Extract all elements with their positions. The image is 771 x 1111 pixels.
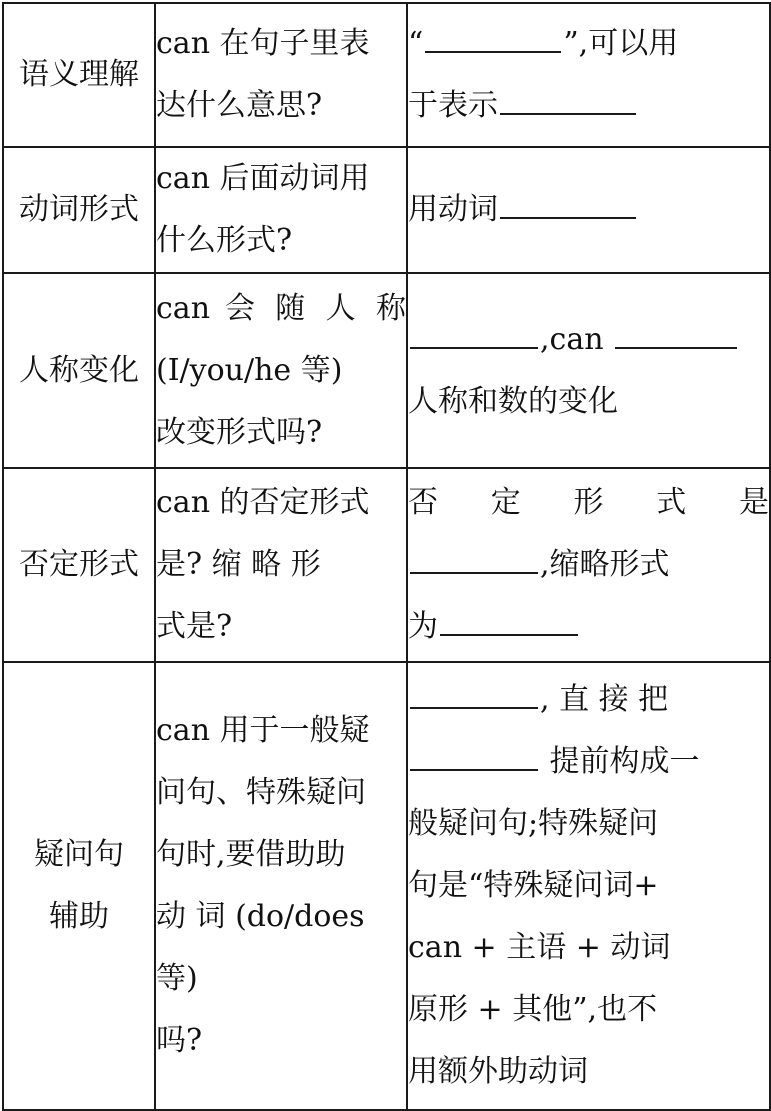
answer-line — [408, 731, 769, 793]
grammar-sheet — [2, 2, 769, 1104]
answer-text: 为 — [408, 609, 438, 644]
answer-text: can + 主语 + 动词 — [408, 930, 671, 965]
fill-in-blank[interactable] — [410, 737, 538, 771]
answer-text: ”,可以用 — [563, 26, 679, 61]
fill-in-blank[interactable] — [500, 81, 636, 115]
table-row — [3, 468, 770, 662]
aspect-label: 辅助 — [49, 899, 109, 934]
aspect-label: 疑问句 — [34, 837, 124, 872]
answer-line — [408, 309, 769, 371]
answer-text: 般疑问句;特殊疑问 — [408, 806, 659, 841]
answer-text: 人称和数的变化 — [408, 383, 618, 419]
aspect-label: 语义理解 — [19, 57, 139, 92]
question-text: can 用于一般疑 — [156, 713, 370, 748]
aspect-label: 否定形式 — [19, 547, 139, 582]
question-text: 问句、特殊疑问 — [156, 775, 366, 810]
fill-in-blank[interactable] — [615, 315, 737, 349]
question-text: 等) — [156, 961, 198, 996]
answer-text: 否 定 形 式 是 — [408, 485, 769, 520]
question-text: 什么形式? — [156, 223, 293, 258]
answer-text: 原形 + 其他”,也不 — [408, 992, 658, 1027]
answer-text: 用额外助动词 — [408, 1054, 588, 1089]
table-row — [3, 3, 770, 147]
question-cell — [155, 3, 407, 147]
answer-cell — [407, 147, 770, 273]
answer-line — [408, 596, 769, 658]
answer-cell — [407, 468, 770, 662]
question-cell — [155, 662, 407, 1110]
question-text: can 的否定形式 — [156, 485, 370, 520]
question-text: 式是? — [156, 609, 233, 644]
fill-in-blank[interactable] — [410, 675, 538, 709]
table-row — [3, 662, 770, 1110]
question-text: 吗? — [156, 1023, 203, 1058]
answer-cell — [407, 662, 770, 1110]
answer-cell — [407, 273, 770, 468]
answer-text: 于表示 — [408, 88, 498, 123]
answer-text: 句是“特殊疑问词+ — [408, 868, 659, 903]
fill-in-blank[interactable] — [410, 315, 538, 349]
aspect-label: 动词形式 — [19, 192, 139, 227]
aspect-cell — [3, 3, 155, 147]
question-text: can 会 随 人 称 — [156, 290, 406, 326]
question-text: 达什么意思? — [156, 88, 323, 123]
answer-text: ,缩略形式 — [540, 547, 670, 582]
fill-in-blank[interactable] — [425, 19, 561, 53]
table-row — [3, 273, 770, 468]
fill-in-blank[interactable] — [440, 602, 578, 636]
answer-text: “ — [408, 26, 424, 61]
question-text: 是? 缩 略 形 — [156, 547, 321, 582]
question-cell — [155, 147, 407, 273]
fill-in-blank[interactable] — [410, 540, 538, 574]
answer-text: , 直 接 把 — [540, 682, 669, 717]
question-text: can 在句子里表 — [156, 26, 370, 61]
can-grammar-table — [2, 2, 771, 1111]
answer-text: ,can — [540, 321, 604, 357]
aspect-cell — [3, 662, 155, 1110]
answer-cell — [407, 3, 770, 147]
aspect-label: 人称变化 — [19, 352, 139, 388]
question-cell — [155, 273, 407, 468]
answer-line — [408, 179, 769, 241]
answer-line — [408, 669, 769, 731]
aspect-cell — [3, 147, 155, 273]
aspect-cell — [3, 468, 155, 662]
fill-in-blank[interactable] — [500, 185, 636, 219]
question-text: can 后面动词用 — [156, 161, 370, 196]
answer-line — [408, 75, 769, 137]
aspect-cell — [3, 273, 155, 468]
question-text: 动 词 (do/does — [156, 899, 365, 934]
answer-line — [408, 534, 769, 596]
answer-text: 提前构成一 — [549, 744, 700, 779]
question-text: 改变形式吗? — [156, 414, 323, 450]
question-text: 句时,要借助助 — [156, 837, 346, 872]
question-cell — [155, 468, 407, 662]
answer-text: 用动词 — [408, 192, 498, 227]
table-row — [3, 147, 770, 273]
answer-line — [408, 13, 769, 75]
question-text: (I/you/he 等) — [156, 352, 343, 388]
